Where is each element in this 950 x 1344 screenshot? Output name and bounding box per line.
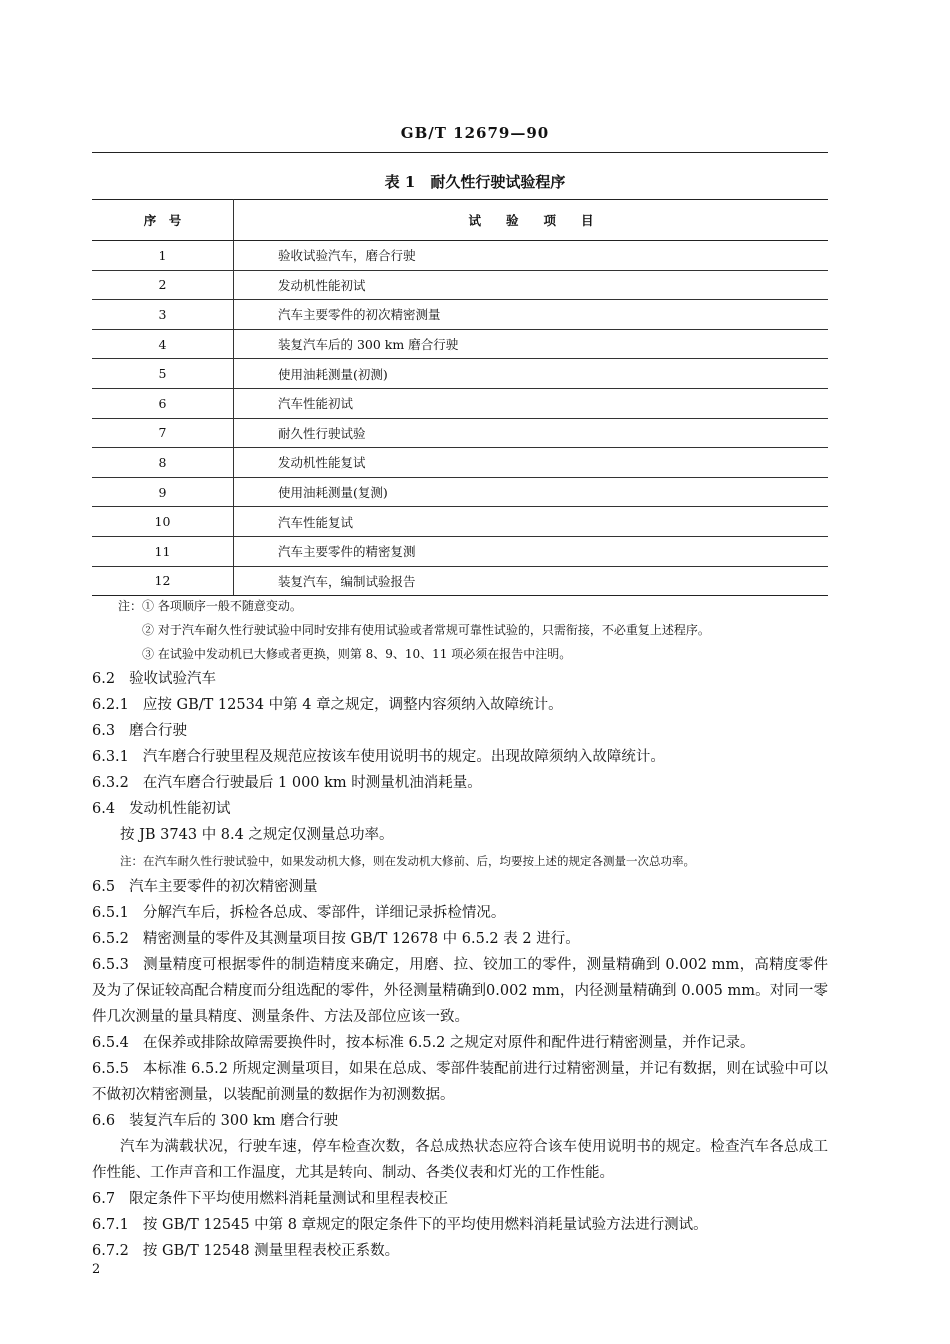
clause-number: 6.7.1	[92, 1217, 129, 1233]
clause	[92, 1212, 828, 1238]
body-text	[92, 666, 828, 1264]
clause-number: 6.3.1	[92, 749, 129, 765]
section-heading	[92, 718, 828, 744]
section-number: 6.5	[92, 879, 116, 895]
clause-text: 测量精度可根据零件的制造精度来确定，用磨、拉、铰加工的零件，测量精确到 0.002 mm，高精度零件及为了保证较高配合精度而分组选配的零件，外径测量精确到0.002 mm，内径测量精确到 0.005 mm。对同一零件几次测量的量具精度、测量条件、方法及部位应该一致。	[92, 957, 828, 1025]
clause-number: 6.5.4	[92, 1035, 129, 1051]
table-row	[92, 300, 828, 330]
table-row	[92, 448, 828, 478]
clause-number: 6.2.1	[92, 697, 129, 713]
table-row	[92, 388, 828, 418]
table-row	[92, 566, 828, 596]
row-item: 装复汽车后的 300 km 磨合行驶	[234, 329, 829, 359]
paragraph: 按 JB 3743 中 8.4 之规定仅测量总功率。	[120, 827, 394, 843]
clause	[92, 744, 828, 770]
row-seq: 9	[92, 477, 234, 507]
section-number: 6.7	[92, 1191, 116, 1207]
clause	[92, 926, 828, 952]
table-row	[92, 241, 828, 271]
row-seq: 7	[92, 418, 234, 448]
row-item: 汽车主要零件的精密复测	[234, 536, 829, 566]
paragraph: 汽车为满载状况，行驶车速，停车检查次数，各总成热状态应符合该车使用说明书的规定。检查汽车各总成工作性能、工作声音和工作温度，尤其是转向、制动、各类仪表和灯光的工作性能。	[92, 1139, 828, 1181]
table-row	[92, 536, 828, 566]
column-header-item: 试 验 项 目	[234, 200, 829, 241]
table-caption: 表 1 耐久性行驶试验程序	[384, 173, 566, 191]
page-number: 2	[92, 1262, 101, 1277]
clause	[92, 692, 828, 718]
clause-text: 在汽车磨合行驶最后 1 000 km 时测量机油消耗量。	[142, 775, 482, 791]
row-item: 装复汽车，编制试验报告	[234, 566, 829, 596]
section-heading	[92, 1186, 828, 1212]
row-seq: 5	[92, 359, 234, 389]
clause	[92, 1030, 828, 1056]
note-1: 注：① 各项顺序一般不随意变动。	[118, 599, 302, 613]
clause	[92, 770, 828, 796]
table-notes	[118, 594, 710, 666]
row-seq: 2	[92, 270, 234, 300]
clause-number: 6.5.5	[92, 1061, 129, 1077]
row-seq: 1	[92, 241, 234, 271]
clause-text: 精密测量的零件及其测量项目按 GB/T 12678 中 6.5.2 表 2 进行。	[142, 931, 580, 947]
clause	[92, 1238, 828, 1264]
row-item: 耐久性行驶试验	[234, 418, 829, 448]
table-row	[92, 477, 828, 507]
column-header-seq: 序 号	[92, 200, 234, 241]
table-header-row	[92, 200, 828, 241]
section-text: 磨合行驶	[129, 723, 188, 739]
row-seq: 10	[92, 507, 234, 537]
clause-number: 6.5.3	[92, 957, 129, 973]
row-item: 发动机性能初试	[234, 270, 829, 300]
clause	[92, 1056, 828, 1108]
clause	[92, 900, 828, 926]
row-seq: 11	[92, 536, 234, 566]
row-item: 发动机性能复试	[234, 448, 829, 478]
clause-number: 6.5.2	[92, 931, 129, 947]
section-text: 验收试验汽车	[129, 671, 217, 687]
note-3: ③ 在试验中发动机已大修或者更换，则第 8、9、10、11 项必须在报告中注明。	[142, 647, 572, 661]
row-seq: 3	[92, 300, 234, 330]
clause-number: 6.3.2	[92, 775, 129, 791]
clause-text: 应按 GB/T 12534 中第 4 章之规定，调整内容须纳入故障统计。	[142, 697, 563, 713]
table-row	[92, 359, 828, 389]
row-seq: 12	[92, 566, 234, 596]
clause	[92, 952, 828, 1030]
clause-text: 分解汽车后，拆检各总成、零部件，详细记录拆检情况。	[142, 905, 506, 921]
section-heading	[92, 666, 828, 692]
section-number: 6.2	[92, 671, 116, 687]
row-seq: 8	[92, 448, 234, 478]
clause-number: 6.7.2	[92, 1243, 129, 1259]
section-text: 装复汽车后的 300 km 磨合行驶	[129, 1113, 339, 1129]
clause-text: 按 GB/T 12545 中第 8 章规定的限定条件下的平均使用燃料消耗量试验方法进行测试。	[142, 1217, 708, 1233]
row-item: 验收试验汽车，磨合行驶	[234, 241, 829, 271]
row-item: 使用油耗测量(初测)	[234, 359, 829, 389]
row-item: 汽车性能复试	[234, 507, 829, 537]
clause-number: 6.5.1	[92, 905, 129, 921]
clause-text: 本标准 6.5.2 所规定测量项目，如果在总成、零部件装配前进行过精密测量，并记有数据，则在试验中可以不做初次精密测量，以装配前测量的数据作为初测数据。	[92, 1061, 828, 1103]
header-rule	[92, 152, 828, 153]
section-text: 限定条件下平均使用燃料消耗量测试和里程表校正	[129, 1191, 449, 1207]
section-number: 6.3	[92, 723, 116, 739]
row-item: 使用油耗测量(复测)	[234, 477, 829, 507]
row-item: 汽车性能初试	[234, 388, 829, 418]
table-row	[92, 329, 828, 359]
section-heading	[92, 796, 828, 822]
table-row	[92, 270, 828, 300]
section-text: 汽车主要零件的初次精密测量	[129, 879, 318, 895]
row-seq: 6	[92, 388, 234, 418]
table-row	[92, 418, 828, 448]
clause-text: 在保养或排除故障需要换件时，按本标准 6.5.2 之规定对原件和配件进行精密测量，并作记录。	[142, 1035, 755, 1051]
section-heading	[92, 1108, 828, 1134]
section-number: 6.6	[92, 1113, 116, 1129]
procedure-table	[92, 199, 828, 596]
table-row	[92, 507, 828, 537]
section-number: 6.4	[92, 801, 116, 817]
row-item: 汽车主要零件的初次精密测量	[234, 300, 829, 330]
row-seq: 4	[92, 329, 234, 359]
section-text: 发动机性能初试	[129, 801, 231, 817]
clause-text: 汽车磨合行驶里程及规范应按该车使用说明书的规定。出现故障须纳入故障统计。	[142, 749, 665, 765]
note-2: ② 对于汽车耐久性行驶试验中同时安排有使用试验或者常规可靠性试验的，只需衔接，不必重复上述程序。	[142, 623, 710, 637]
section-heading	[92, 874, 828, 900]
section-note: 注：在汽车耐久性行驶试验中，如果发动机大修，则在发动机大修前、后，均要按上述的规定各测量一次总功率。	[120, 854, 695, 868]
standard-code: GB/T 12679—90	[400, 124, 550, 142]
clause-text: 按 GB/T 12548 测量里程表校正系数。	[142, 1243, 400, 1259]
